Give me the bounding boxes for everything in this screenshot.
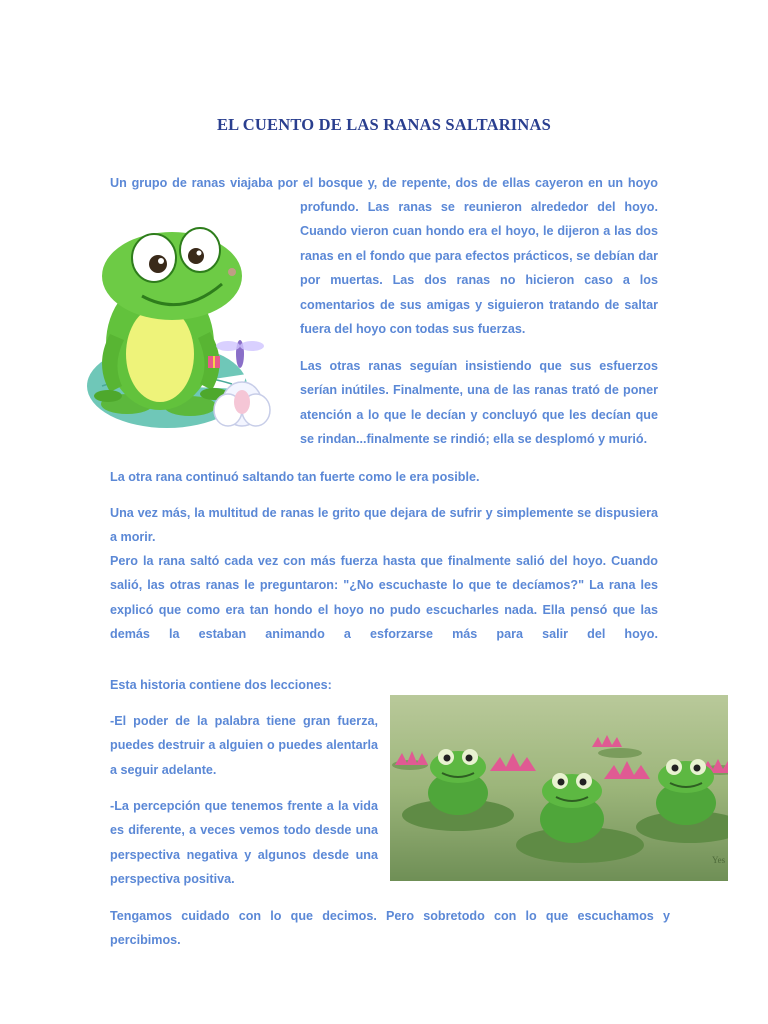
lesson-2: -La percepción que tenemos frente a la vida es diferente, a veces vemos todo desde una perspectiva negativa y algunos desde una perspectiva positiva. [110,799,378,887]
painted-frog-center [540,773,604,843]
frog-cartoon-image [72,214,277,450]
frogs-painting-image [390,695,728,881]
paragraph-2: Las otras ranas seguían insistiendo que sus esfuerzos serían inútiles. Finalmente, una de las ranas trató de poner atención a lo que le decían y concluyó que les decían que se rindan...finalmente se rindió; ella se desplomó y murió. [300,359,658,447]
lesson-1: -El poder de la palabra tiene gran fuerza, puedes destruir a alguien o puedes alentarla a seguir adelante. [110,714,378,777]
closing-sentence: Tengamos cuidado con lo que decimos. Pero sobretodo con lo que escuchamos y percibimos. [110,909,670,948]
painted-frog-left [428,749,488,815]
paragraph-3: La otra rana continuó saltando tan fuerte como le era posible. [110,470,480,484]
painted-frog-right [656,759,716,825]
paragraph-5: Pero la rana saltó cada vez con más fuerza hasta que finalmente salió del hoyo. Cuando salió, las otras ranas le preguntaron: "¿No escuchaste lo que te decíamos?" La rana les explicó que como era tan hondo el hoyo no pudo escucharles nada. Ella pensó que las demás la estaban animando a esforzarse más para salir del hoyo. [110,554,658,642]
paragraph-1-first-line: Un grupo de ranas viajaba por el bosque y, de repente, dos de ellas cayeron en un hoyo [110,176,658,190]
painting-signature: Yes [712,855,726,865]
paragraph-4: Una vez más, la multitud de ranas le grito que dejara de sufrir y simplemente se dispusiera a morir. [110,506,658,545]
story-title: EL CUENTO DE LAS RANAS SALTARINAS [216,115,552,134]
lessons-intro: Esta historia contiene dos lecciones: [110,678,332,692]
paragraph-1-continued: profundo. Las ranas se reunieron alrededor del hoyo. Cuando vieron cuan hondo era el hoyo, le dijeron a las dos ranas en el fondo que para efectos prácticos, se debían dar por muertas. Las dos ranas no hicieron caso a los comentarios de sus amigas y siguieron tratando de saltar fuera del hoyo con todas sus fuerzas. [300,200,658,337]
